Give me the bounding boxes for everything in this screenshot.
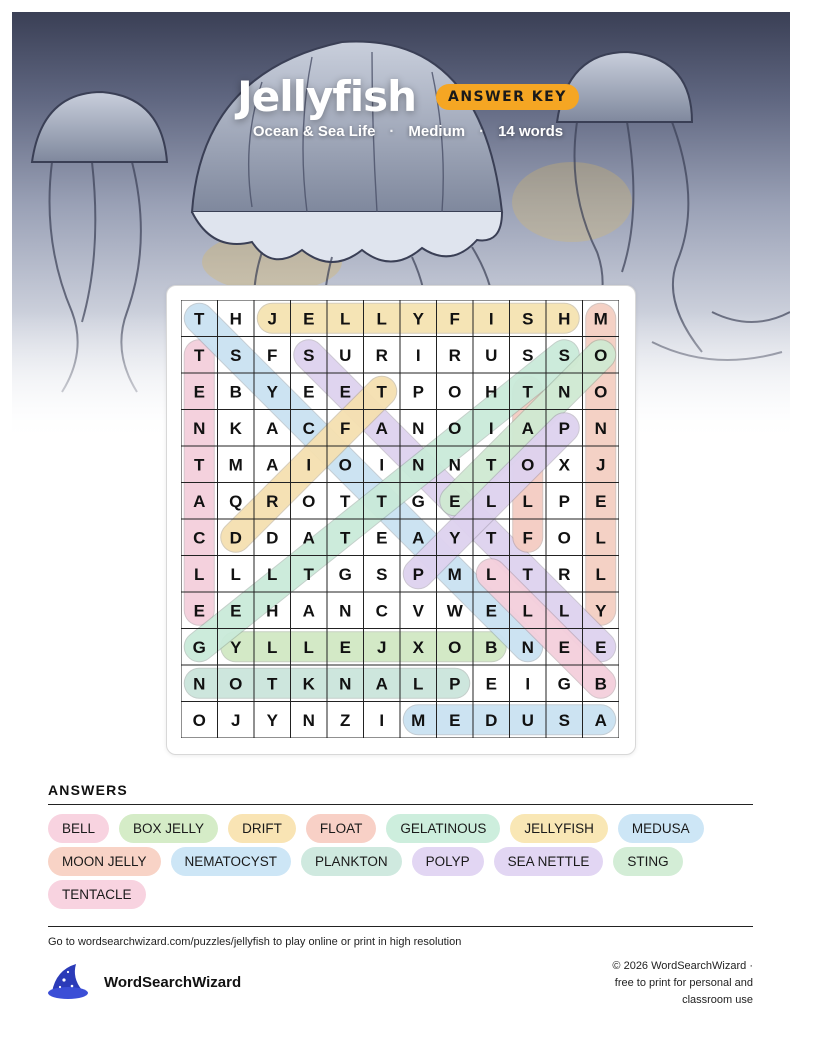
grid-letter: A xyxy=(302,528,315,548)
grid-letter: T xyxy=(340,491,351,511)
grid-letter: Y xyxy=(595,601,607,621)
grid-letter: H xyxy=(266,601,279,621)
meta-separator: · xyxy=(479,123,485,140)
grid-letter: U xyxy=(485,345,498,365)
answer-chip: BOX JELLY xyxy=(119,814,218,843)
grid-letter: A xyxy=(302,601,315,621)
grid-letter: H xyxy=(485,382,498,402)
grid-letter: V xyxy=(412,601,424,621)
wizard-hat-icon xyxy=(46,962,92,1002)
grid-letter: P xyxy=(412,564,424,584)
meta-separator: · xyxy=(389,123,395,140)
grid-letter: N xyxy=(412,418,425,438)
grid-letter: O xyxy=(302,491,316,511)
grid-letter: S xyxy=(376,564,388,584)
answer-chip: FLOAT xyxy=(306,814,377,843)
grid-letter: R xyxy=(448,345,461,365)
grid-letter: B xyxy=(485,637,498,657)
grid-letter: S xyxy=(303,345,315,365)
grid-letter: A xyxy=(375,418,388,438)
grid-letter: E xyxy=(303,309,315,329)
grid-letter: Z xyxy=(340,710,351,730)
grid-letter: N xyxy=(193,418,206,438)
grid-letter: E xyxy=(485,674,497,694)
grid-letter: E xyxy=(339,382,351,402)
grid-letter: N xyxy=(302,710,315,730)
grid-letter: B xyxy=(229,382,242,402)
grid-letter: G xyxy=(338,564,352,584)
answer-key-badge: ANSWER KEY xyxy=(436,84,579,110)
grid-letter: I xyxy=(379,455,385,475)
grid-letter: L xyxy=(230,564,241,584)
grid-letter: J xyxy=(231,710,241,730)
grid-letter: T xyxy=(194,455,205,475)
grid-letter: T xyxy=(267,674,278,694)
grid-letter: E xyxy=(595,637,607,657)
grid-letter: L xyxy=(376,309,387,329)
answers-divider xyxy=(48,804,753,805)
grid-letter: A xyxy=(193,491,206,511)
answer-chip: JELLYFISH xyxy=(510,814,608,843)
answer-chip: NEMATOCYST xyxy=(171,847,292,876)
grid-letter: F xyxy=(449,309,460,329)
grid-letter: A xyxy=(266,418,279,438)
grid-letter: E xyxy=(339,637,351,657)
grid-letter: S xyxy=(522,345,534,365)
grid-letter: L xyxy=(595,528,606,548)
grid-letter: L xyxy=(267,637,278,657)
grid-letter: O xyxy=(448,637,462,657)
grid-letter: K xyxy=(302,674,315,694)
grid-letter: L xyxy=(522,491,533,511)
answer-chip: STING xyxy=(613,847,682,876)
copyright-line: © 2026 WordSearchWizard · xyxy=(612,960,753,972)
grid-letter: E xyxy=(230,601,242,621)
grid-letter: I xyxy=(525,674,531,694)
grid-letter: Y xyxy=(449,528,461,548)
brand xyxy=(46,962,241,1002)
grid-letter: I xyxy=(379,710,385,730)
grid-letter: N xyxy=(594,418,607,438)
grid-letter: P xyxy=(558,418,570,438)
grid-letter: J xyxy=(267,309,277,329)
grid-letter: Y xyxy=(266,382,278,402)
footer-divider xyxy=(48,926,753,927)
grid-letter: L xyxy=(340,309,351,329)
grid-letter: O xyxy=(594,382,608,402)
grid-letter: R xyxy=(375,345,388,365)
grid-letter: N xyxy=(193,674,206,694)
footer-note: Go to wordsearchwizard.com/puzzles/jellyfish to play online or print in high resolution xyxy=(48,936,462,948)
grid-letter: T xyxy=(376,491,387,511)
grid-letter: L xyxy=(595,564,606,584)
grid-letter: W xyxy=(446,601,463,621)
answer-list xyxy=(48,814,753,909)
grid-letter: S xyxy=(558,345,570,365)
grid-letter: N xyxy=(448,455,461,475)
grid-letter: L xyxy=(194,564,205,584)
grid-letter: G xyxy=(411,491,425,511)
grid-letter: P xyxy=(449,674,461,694)
grid-letter: L xyxy=(413,674,424,694)
grid-letter: Y xyxy=(230,637,242,657)
grid-letter: I xyxy=(488,309,494,329)
grid-letter: U xyxy=(521,710,534,730)
grid-letter: O xyxy=(594,345,608,365)
grid-letter: L xyxy=(486,491,497,511)
grid-letter: A xyxy=(594,710,607,730)
grid-letter: O xyxy=(448,418,462,438)
grid-letter: K xyxy=(229,418,242,438)
grid-letter: C xyxy=(375,601,388,621)
grid-letter: E xyxy=(485,601,497,621)
answer-chip: DRIFT xyxy=(228,814,296,843)
answer-chip: TENTACLE xyxy=(48,880,146,909)
grid-letter: F xyxy=(340,418,351,438)
grid-letter: S xyxy=(558,710,570,730)
grid-letter: H xyxy=(229,309,242,329)
answer-chip: SEA NETTLE xyxy=(494,847,604,876)
answer-chip: POLYP xyxy=(412,847,484,876)
answer-chip: GELATINOUS xyxy=(386,814,500,843)
grid-letter: A xyxy=(266,455,279,475)
category-label: Ocean & Sea Life xyxy=(252,123,376,140)
grid-letter: L xyxy=(303,637,314,657)
answers-heading: ANSWERS xyxy=(48,782,128,798)
grid-letter: O xyxy=(229,674,243,694)
grid-letter: B xyxy=(594,674,607,694)
grid-letter: O xyxy=(521,455,535,475)
grid-letter: P xyxy=(412,382,424,402)
grid-letter: T xyxy=(376,382,387,402)
grid-letter: T xyxy=(340,528,351,548)
answer-chip: MEDUSA xyxy=(618,814,704,843)
answer-chip: PLANKTON xyxy=(301,847,402,876)
word-search-grid xyxy=(181,300,619,738)
grid-letter: E xyxy=(449,710,461,730)
grid-letter: I xyxy=(415,345,421,365)
grid-letter: C xyxy=(302,418,315,438)
grid-letter: A xyxy=(521,418,534,438)
grid-letter: S xyxy=(522,309,534,329)
difficulty-label: Medium xyxy=(408,123,466,140)
grid-letter: J xyxy=(596,455,606,475)
grid-letter: N xyxy=(521,637,534,657)
grid-letter: T xyxy=(303,564,314,584)
grid-letter: A xyxy=(412,528,425,548)
grid-letter: O xyxy=(338,455,352,475)
grid-letter: T xyxy=(194,309,205,329)
grid-letter: R xyxy=(266,491,279,511)
grid-letter: L xyxy=(486,564,497,584)
grid-letter: L xyxy=(522,601,533,621)
grid-letter: M xyxy=(411,710,426,730)
page-title: Jellyfish xyxy=(237,72,416,121)
grid-letter: G xyxy=(557,674,571,694)
grid-letter: D xyxy=(485,710,498,730)
grid-letter: L xyxy=(267,564,278,584)
grid-letter: M xyxy=(593,309,608,329)
grid-letter: G xyxy=(192,637,206,657)
grid-letter: M xyxy=(228,455,243,475)
grid-letter: E xyxy=(558,637,570,657)
grid-letter: X xyxy=(558,455,570,475)
grid-letter: J xyxy=(377,637,387,657)
grid-letter: O xyxy=(557,528,571,548)
grid-letter: A xyxy=(375,674,388,694)
grid-letter: Q xyxy=(229,491,243,511)
answer-chip: MOON JELLY xyxy=(48,847,161,876)
grid-letter: H xyxy=(558,309,571,329)
grid-letter: T xyxy=(486,528,497,548)
grid-letter: E xyxy=(303,382,315,402)
grid-letter: E xyxy=(595,491,607,511)
grid-letter: P xyxy=(558,491,570,511)
grid-letter: M xyxy=(447,564,462,584)
title-row xyxy=(0,72,816,121)
grid-letter: T xyxy=(486,455,497,475)
grid-letter: N xyxy=(558,382,571,402)
grid-letter: F xyxy=(267,345,278,365)
grid-letter: R xyxy=(558,564,571,584)
grid-letter: E xyxy=(376,528,388,548)
grid-letter: E xyxy=(449,491,461,511)
answer-chip: BELL xyxy=(48,814,109,843)
word-count-label: 14 words xyxy=(498,123,564,140)
grid-letter: N xyxy=(339,674,352,694)
copyright-line: free to print for personal and xyxy=(614,977,753,989)
grid-letter: E xyxy=(193,382,205,402)
grid-letter: N xyxy=(412,455,425,475)
grid-letter: T xyxy=(522,382,533,402)
grid-letter: T xyxy=(522,564,533,584)
grid-letter: E xyxy=(193,601,205,621)
grid-letter: O xyxy=(448,382,462,402)
grid-letter: F xyxy=(522,528,533,548)
grid-letter: D xyxy=(266,528,279,548)
grid-letter: Y xyxy=(412,309,424,329)
grid-letter: T xyxy=(194,345,205,365)
grid-letter: S xyxy=(230,345,242,365)
grid-letter: N xyxy=(339,601,352,621)
puzzle-meta xyxy=(0,123,816,140)
copyright xyxy=(553,958,753,1009)
brand-name: WordSearchWizard xyxy=(104,973,242,991)
grid-letter: X xyxy=(412,637,424,657)
grid-letter: D xyxy=(229,528,242,548)
grid-letter: Y xyxy=(266,710,278,730)
grid-letter: U xyxy=(339,345,352,365)
grid-letter: O xyxy=(192,710,206,730)
grid-letter: L xyxy=(559,601,570,621)
grid-letter: C xyxy=(193,528,206,548)
grid-letter: I xyxy=(488,418,494,438)
grid-letter: I xyxy=(306,455,312,475)
copyright-line: classroom use xyxy=(682,994,753,1006)
